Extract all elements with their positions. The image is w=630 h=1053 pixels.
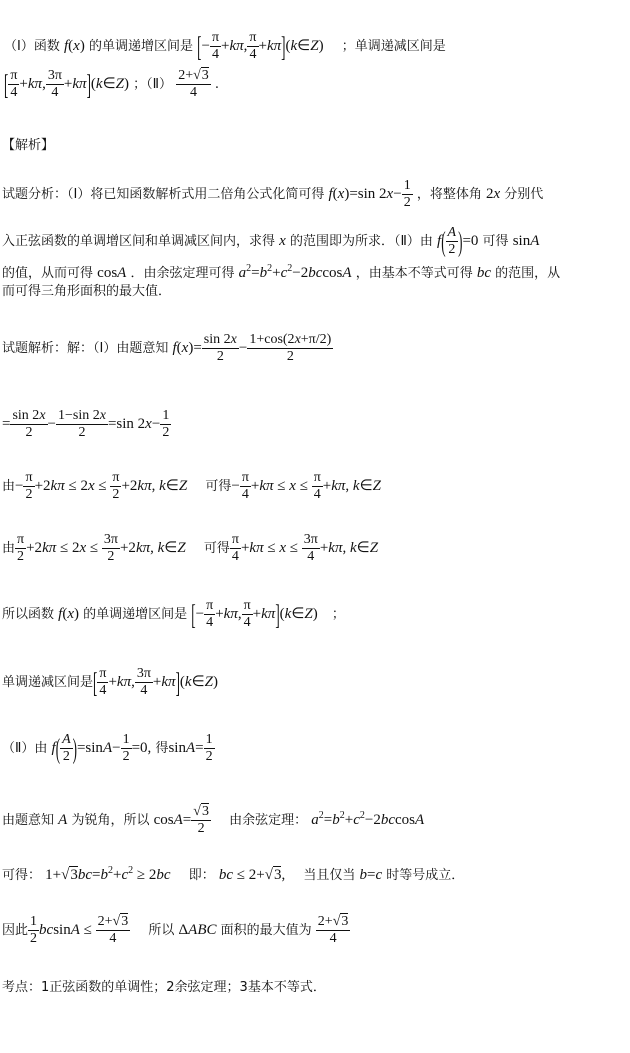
suoyi: 所以函数 bbox=[2, 607, 55, 622]
equality: 当且仅当 bbox=[303, 868, 356, 883]
solution-line6: 单调递减区间是[ $\frac{\pi}{4}$ +kπ, $\frac{3\pi}{4}$ +kπ](k∈Z) bbox=[2, 664, 219, 698]
solution-line5: 所以函数 f(x) 的单调递增区间是 [− $\frac{\pi}{4}$ +kπ, $\frac{\pi}{4}$ +kπ](k∈Z) ； bbox=[2, 596, 345, 630]
part1-label: （Ⅰ）函数 bbox=[4, 39, 60, 54]
part1-line2: [ $\frac{\pi}{4}$ +kπ, $\frac{3\pi}{4}$ +kπ](k∈Z) ；（Ⅱ） $\frac{2+√3}{4}$ . bbox=[4, 66, 220, 100]
area2: 面积的最大值为 bbox=[220, 923, 312, 938]
you-2: 由 bbox=[2, 541, 16, 556]
analysis-line3: 的值，从而可得 cosA ．由余弦定理可得 $a^2=b^2+c^2-2bccosA$ ，由基本不等式可得 bc 的范围，从 bbox=[2, 263, 561, 281]
f-arg: (x) bbox=[68, 38, 85, 54]
solution-line7: （Ⅱ）由 f( $\frac{A}{2}$ )=sinA− $\frac{1}{2}$ =0, 得sinA= $\frac{1}{2}$ bbox=[2, 730, 213, 764]
analysis-text-4: 的范围即为所求．（Ⅱ）由 bbox=[289, 234, 433, 249]
analysis-text-6: 的值，从而可得 bbox=[2, 266, 94, 281]
solution-line9: 可得： $1+√3bc=b^2+c^2 \ge 2bc$ 即： bc ≤ 2+√3, 当且仅当 b=c 时等号成立． bbox=[2, 865, 465, 883]
ji: 即： bbox=[188, 868, 215, 883]
solution-line2: = $\frac{\sin 2x}{2}$ − $\frac{1-\sin 2x}{2}$ =sin 2x− $\frac{1}{2}$ bbox=[2, 408, 170, 440]
formula-dec-interval: [ bbox=[4, 66, 9, 100]
analysis-line2: 入正弦函数的单调增区间和单调减区间内，求得 x 的范围即为所求．（Ⅱ）由 f( $\frac{A}{2}$ )=0 可得 sinA bbox=[2, 223, 540, 257]
analysis-text-8: ，由基本不等式可得 bbox=[355, 266, 473, 281]
solution-part2: （Ⅱ）由 bbox=[2, 741, 48, 756]
de: 得 bbox=[155, 741, 169, 756]
kede-1: 可得 bbox=[205, 479, 232, 494]
analysis-line1: 试题分析：（Ⅰ）将已知函数解析式用二倍角公式化简可得 f(x)=sin 2x− $\frac{1}{2}$ ，将整体角 2x 分别代 bbox=[2, 178, 544, 210]
part1-dec-text: ；单调递减区间是 bbox=[341, 39, 446, 54]
acute2: 为锐角，所以 bbox=[71, 813, 150, 828]
analysis-line4: 而可得三角形面积的最大值． bbox=[2, 284, 172, 299]
analysis-text-5: 可得 bbox=[482, 234, 509, 249]
solution-inc-text: 的单调递增区间是 bbox=[83, 607, 188, 622]
jiexi-heading: 【解析】 bbox=[2, 138, 55, 153]
formula-simplified: f(x)=sin 2x− bbox=[328, 186, 402, 202]
area: 所以 bbox=[148, 923, 175, 938]
analysis-text-1: ，将整体角 bbox=[416, 187, 482, 202]
part1-inc-text: 的单调递增区间是 bbox=[88, 39, 193, 54]
acute: 由题意知 bbox=[2, 813, 55, 828]
kede2: 可得： bbox=[2, 868, 42, 883]
analysis-lead: 试题分析：（Ⅰ）将已知函数解析式用二倍角公式化简可得 bbox=[2, 187, 325, 202]
solution-line8: 由题意知 A 为锐角，所以 cosA= $\frac{√3}{2}$ 由余弦定理： $a^2=b^2+c^2-2bccosA$ bbox=[2, 804, 425, 836]
kede-2: 可得 bbox=[203, 541, 230, 556]
f-of-x: f bbox=[63, 38, 69, 54]
part2-label: ；（Ⅱ） bbox=[133, 77, 173, 92]
analysis-text-9: 的范围，从 bbox=[495, 266, 561, 281]
solution-line10: 因此 $\frac{1}{2}$ bcsinA ≤ $\frac{2+√3}{4}$ 所以 ΔABC 面积的最大值为 $\frac{2+√3}{4}$ bbox=[2, 914, 349, 946]
you-1: 由 bbox=[2, 479, 16, 494]
analysis-text-2: 分别代 bbox=[504, 187, 544, 202]
equality2: 时等号成立． bbox=[386, 868, 465, 883]
analysis-text-7: ．由余弦定理可得 bbox=[130, 266, 235, 281]
semicolon: ； bbox=[331, 607, 345, 622]
formula-answer2: $\frac{2+√3}{4}$ bbox=[178, 68, 209, 100]
yinci: 因此 bbox=[2, 923, 29, 938]
analysis-text-3: 入正弦函数的单调增区间和单调减区间内，求得 bbox=[2, 234, 276, 249]
kaodian: 考点：1正弦函数的单调性；2余弦定理；3基本不等式． bbox=[2, 980, 326, 995]
solution-dec-text: 单调递减区间是 bbox=[2, 675, 94, 690]
solution-line3: 由− $\frac{\pi}{2}$ +2kπ ≤ 2x ≤ $\frac{\pi}{2}$ +2kπ, k∈Z 可得− $\frac{\pi}{4}$ +kπ ≤ x ≤ $\frac{\pi}{4}$ +kπ, k∈Z bbox=[2, 470, 382, 502]
period: . bbox=[214, 77, 220, 92]
solution-line1: 试题解析：解：（Ⅰ）由题意知 f(x)= $\frac{\sin 2x}{2}$ − $\frac{1+\cos(2x+\pi/2)}{2}$ bbox=[2, 332, 332, 364]
solution-line4: 由 $\frac{\pi}{2}$ +2kπ ≤ 2x ≤ $\frac{3\pi}{2}$ +2kπ, k∈Z 可得 $\frac{\pi}{4}$ +kπ ≤ x ≤ $\frac{3\pi}{4}$ +kπ, k∈Z bbox=[2, 532, 379, 564]
part1-line1: （Ⅰ）函数 f(x) 的单调递增区间是 [− $\frac{\pi}{4}$ +kπ, $\frac{\pi}{4}$ +kπ](k∈Z) ；单调递减区间是 bbox=[4, 28, 446, 62]
formula-inc-interval: [ bbox=[197, 28, 202, 62]
cos-law: 由余弦定理： bbox=[229, 813, 308, 828]
solution-lead: 试题解析：解：（Ⅰ）由题意知 bbox=[2, 341, 169, 356]
